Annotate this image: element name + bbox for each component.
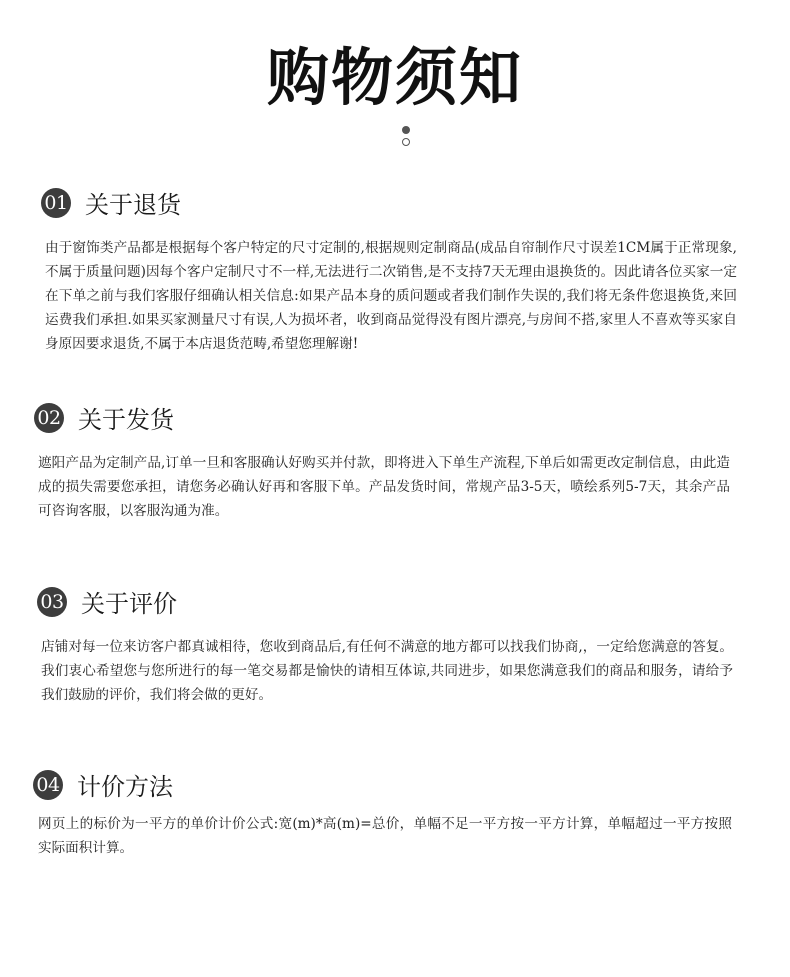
section-heading: 关于发货 bbox=[78, 406, 174, 434]
section-body-shipping: 遮阳产品为定制产品,订单一旦和客服确认好购买并付款，即将进入下单生产流程,下单后如需更改定制信息，由此造成的损失需要您承担，请您务必确认好再和客服下单。产品发货时间，常规产品3-5天，喷绘系列5-7天，其余产品可咨询客服，以客服沟通为准。 bbox=[38, 455, 730, 519]
section-header-returns bbox=[41, 185, 181, 220]
filled-dot-icon bbox=[402, 126, 410, 134]
section-header-pricing bbox=[33, 767, 173, 802]
section-body-reviews: 店铺对每一位来访客户都真诚相待，您收到商品后,有任何不满意的地方都可以找我们协商,，一定给您满意的答复。我们衷心希望您与您所进行的每一笔交易都是愉快的请相互体谅,共同进步，如果您满意我们的商品和服务，请给予我们鼓励的评价，我们将会做的更好。 bbox=[41, 639, 733, 703]
section-number-badge: 02 bbox=[34, 403, 64, 433]
section-header-shipping bbox=[34, 400, 174, 435]
section-header-reviews bbox=[37, 584, 177, 619]
page-title: 购物须知 bbox=[266, 41, 523, 114]
section-number-badge: 01 bbox=[41, 188, 71, 218]
section-body-pricing: 网页上的标价为一平方的单价计价公式:宽(m)*高(m)=总价，单幅不足一平方按一平方计算，单幅超过一平方按照实际面积计算。 bbox=[38, 816, 732, 856]
section-number-badge: 04 bbox=[33, 770, 63, 800]
section-heading: 关于评价 bbox=[81, 590, 177, 618]
section-heading: 关于退货 bbox=[85, 191, 181, 219]
hollow-dot-icon bbox=[402, 138, 410, 146]
section-body-returns: 由于窗饰类产品都是根据每个客户特定的尺寸定制的,根据规则定制商品(成品自帘制作尺寸误差1CM属于正常现象,不属于质量问题)因每个客户定制尺寸不一样,无法进行二次销售,是不支持7天无理由退换货的。因此请各位买家一定在下单之前与我们客服仔细确认相关信息:如果产品本身的质问题或者我们制作失误的,我们将无条件您退换货,来回运费我们承担.如果买家测量尺寸有误,人为损坏者，收到商品觉得没有图片漂亮,与房间不搭,家里人不喜欢等买家自身原因要求退货,不属于本店退货范畴,希望您理解谢! bbox=[45, 240, 737, 352]
decorative-dots bbox=[399, 126, 413, 146]
section-heading: 计价方法 bbox=[77, 773, 173, 801]
section-number-badge: 03 bbox=[37, 587, 67, 617]
